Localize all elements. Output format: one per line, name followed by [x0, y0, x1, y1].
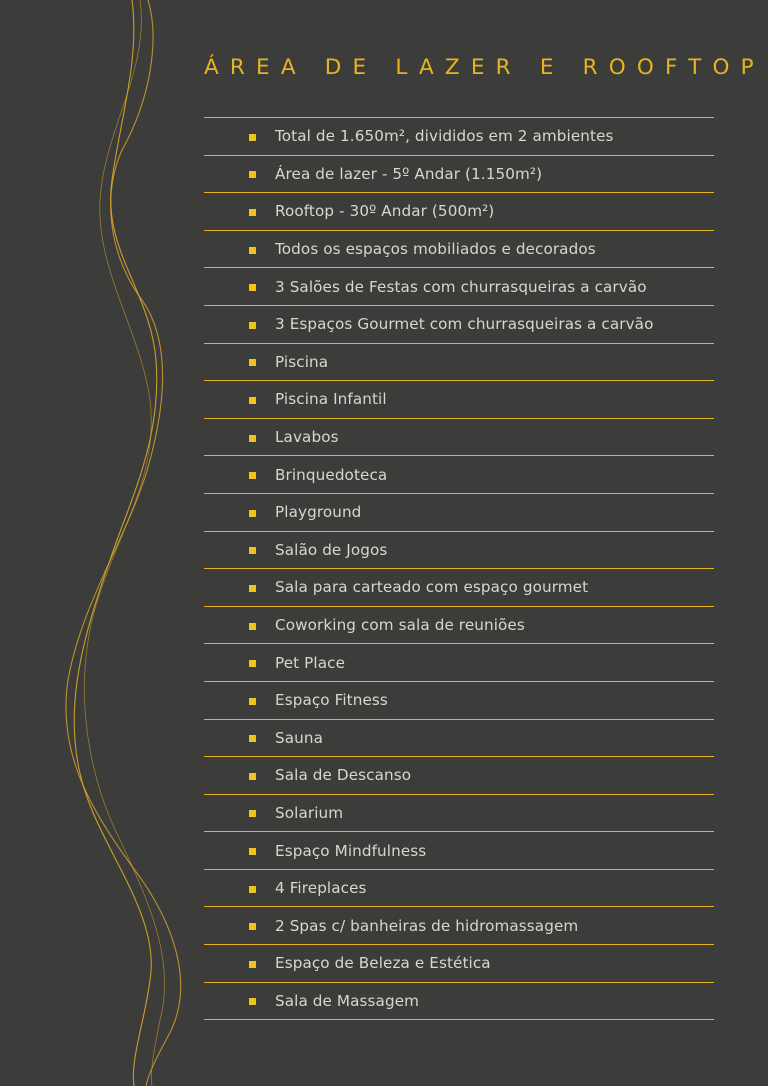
list-item	[204, 682, 714, 720]
list-item	[204, 720, 714, 758]
square-bullet-icon	[249, 359, 256, 366]
list-item-label: 2 Spas c/ banheiras de hidromassagem	[275, 916, 579, 935]
list-item-label: Área de lazer - 5º Andar (1.150m²)	[275, 164, 543, 183]
list-item	[204, 532, 714, 570]
list-item-label: Playground	[275, 503, 362, 522]
decorative-curve-1	[74, 0, 157, 1086]
square-bullet-icon	[249, 322, 256, 329]
square-bullet-icon	[249, 397, 256, 404]
list-item-label: Espaço Fitness	[275, 691, 388, 710]
list-item	[204, 832, 714, 870]
list-item-label: Rooftop - 30º Andar (500m²)	[275, 202, 495, 221]
square-bullet-icon	[249, 848, 256, 855]
list-item-label: Pet Place	[275, 653, 346, 672]
list-item-label: Sala de Massagem	[275, 991, 420, 1010]
list-item-label: Todos os espaços mobiliados e decorados	[275, 240, 596, 259]
square-bullet-icon	[249, 209, 256, 216]
list-item	[204, 907, 714, 945]
list-item	[204, 231, 714, 269]
list-item	[204, 494, 714, 532]
list-item-label: Total de 1.650m², divididos em 2 ambientes	[275, 127, 614, 146]
square-bullet-icon	[249, 171, 256, 178]
list-item-label: 3 Salões de Festas com churrasqueiras a carvão	[275, 277, 647, 296]
list-item	[204, 945, 714, 983]
list-item-label: Lavabos	[275, 428, 339, 447]
list-item-label: 3 Espaços Gourmet com churrasqueiras a carvão	[275, 315, 654, 334]
list-item	[204, 569, 714, 607]
square-bullet-icon	[249, 961, 256, 968]
list-item	[204, 344, 714, 382]
square-bullet-icon	[249, 923, 256, 930]
list-item-label: Brinquedoteca	[275, 465, 388, 484]
square-bullet-icon	[249, 510, 256, 517]
list-item	[204, 419, 714, 457]
list-item	[204, 306, 714, 344]
square-bullet-icon	[249, 247, 256, 254]
list-item-label: Espaço de Beleza e Estética	[275, 954, 491, 973]
list-item	[204, 118, 714, 156]
list-item	[204, 456, 714, 494]
square-bullet-icon	[249, 886, 256, 893]
list-item-label: Coworking com sala de reuniões	[275, 616, 525, 635]
list-item	[204, 870, 714, 908]
square-bullet-icon	[249, 810, 256, 817]
list-item-label: Solarium	[275, 803, 344, 822]
square-bullet-icon	[249, 547, 256, 554]
list-item-label: Piscina	[275, 352, 329, 371]
square-bullet-icon	[249, 585, 256, 592]
square-bullet-icon	[249, 773, 256, 780]
square-bullet-icon	[249, 698, 256, 705]
list-item-label: Sala de Descanso	[275, 766, 412, 785]
square-bullet-icon	[249, 134, 256, 141]
list-item	[204, 757, 714, 795]
list-item	[204, 193, 714, 231]
square-bullet-icon	[249, 660, 256, 667]
list-item	[204, 644, 714, 682]
list-item	[204, 268, 714, 306]
list-item	[204, 795, 714, 833]
square-bullet-icon	[249, 623, 256, 630]
page-title: ÁREA DE LAZER E ROOFTOP	[204, 55, 765, 80]
square-bullet-icon	[249, 435, 256, 442]
amenities-list	[204, 117, 714, 1020]
list-item	[204, 983, 714, 1021]
square-bullet-icon	[249, 735, 256, 742]
list-item-label: Salão de Jogos	[275, 540, 388, 559]
list-item	[204, 607, 714, 645]
list-item	[204, 381, 714, 419]
list-item	[204, 156, 714, 194]
list-item-label: Espaço Mindfulness	[275, 841, 427, 860]
list-item-label: 4 Fireplaces	[275, 879, 367, 898]
list-item-label: Sauna	[275, 728, 324, 747]
square-bullet-icon	[249, 472, 256, 479]
decorative-curve-3	[84, 0, 164, 1086]
decorative-curve-2	[66, 0, 181, 1086]
square-bullet-icon	[249, 998, 256, 1005]
list-item-label: Piscina Infantil	[275, 390, 387, 409]
list-item-label: Sala para carteado com espaço gourmet	[275, 578, 589, 597]
square-bullet-icon	[249, 284, 256, 291]
